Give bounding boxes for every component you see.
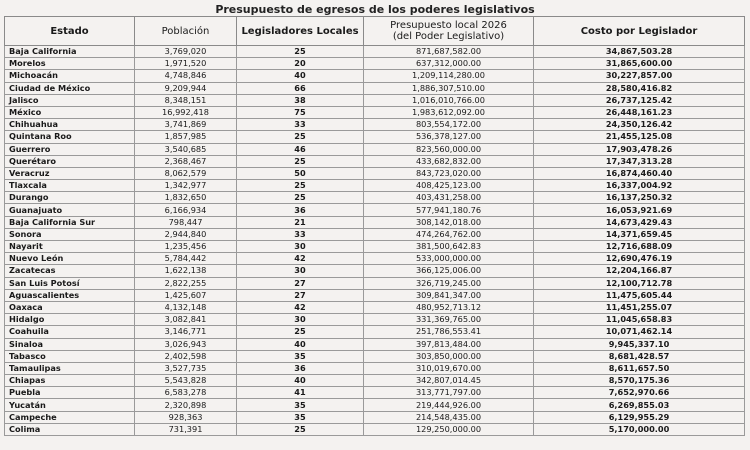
cell-presupuesto: 536,378,127.00 bbox=[364, 131, 534, 143]
cell-poblacion: 1,425,607 bbox=[135, 289, 237, 301]
cell-estado: Ciudad de México bbox=[5, 82, 135, 94]
table-row bbox=[5, 192, 745, 204]
cell-poblacion: 4,132,148 bbox=[135, 301, 237, 313]
cell-poblacion: 3,769,020 bbox=[135, 46, 237, 58]
table-row bbox=[5, 350, 745, 362]
cell-costo: 17,903,478.26 bbox=[534, 143, 745, 155]
table-row bbox=[5, 338, 745, 350]
table-row bbox=[5, 411, 745, 423]
cell-legisladores: 42 bbox=[237, 253, 364, 265]
cell-poblacion: 1,342,977 bbox=[135, 180, 237, 192]
table-row bbox=[5, 277, 745, 289]
cell-costo: 11,451,255.07 bbox=[534, 301, 745, 313]
cell-costo: 12,100,712.78 bbox=[534, 277, 745, 289]
cell-legisladores: 66 bbox=[237, 82, 364, 94]
cell-estado: Baja California Sur bbox=[5, 216, 135, 228]
cell-estado: Nuevo León bbox=[5, 253, 135, 265]
cell-costo: 16,874,460.40 bbox=[534, 167, 745, 179]
cell-legisladores: 35 bbox=[237, 411, 364, 423]
table-row bbox=[5, 399, 745, 411]
table-row bbox=[5, 314, 745, 326]
cell-poblacion: 2,944,840 bbox=[135, 228, 237, 240]
cell-costo: 24,350,126.42 bbox=[534, 119, 745, 131]
cell-poblacion: 16,992,418 bbox=[135, 106, 237, 118]
cell-costo: 31,865,600.00 bbox=[534, 58, 745, 70]
cell-poblacion: 8,348,151 bbox=[135, 94, 237, 106]
cell-estado: Morelos bbox=[5, 58, 135, 70]
cell-presupuesto: 1,886,307,510.00 bbox=[364, 82, 534, 94]
cell-costo: 21,455,125.08 bbox=[534, 131, 745, 143]
cell-estado: Querétaro bbox=[5, 155, 135, 167]
cell-poblacion: 2,402,598 bbox=[135, 350, 237, 362]
cell-legisladores: 30 bbox=[237, 314, 364, 326]
cell-legisladores: 41 bbox=[237, 387, 364, 399]
cell-estado: Chihuahua bbox=[5, 119, 135, 131]
table-row bbox=[5, 375, 745, 387]
cell-costo: 26,737,125.42 bbox=[534, 94, 745, 106]
cell-estado: Tlaxcala bbox=[5, 180, 135, 192]
table-row bbox=[5, 131, 745, 143]
header-estado: Estado bbox=[5, 17, 135, 46]
cell-estado: Chiapas bbox=[5, 375, 135, 387]
cell-presupuesto: 1,016,010,766.00 bbox=[364, 94, 534, 106]
cell-poblacion: 1,235,456 bbox=[135, 241, 237, 253]
cell-poblacion: 2,368,467 bbox=[135, 155, 237, 167]
cell-costo: 12,716,688.09 bbox=[534, 241, 745, 253]
cell-estado: Coahuila bbox=[5, 326, 135, 338]
cell-estado: Oaxaca bbox=[5, 301, 135, 313]
cell-legisladores: 25 bbox=[237, 192, 364, 204]
table-title: Presupuesto de egresos de los poderes legislativos bbox=[215, 3, 535, 16]
cell-poblacion: 1,971,520 bbox=[135, 58, 237, 70]
budget-table bbox=[4, 16, 745, 436]
table-row bbox=[5, 265, 745, 277]
cell-costo: 26,448,161.23 bbox=[534, 106, 745, 118]
cell-legisladores: 33 bbox=[237, 228, 364, 240]
cell-poblacion: 3,741,869 bbox=[135, 119, 237, 131]
table-row bbox=[5, 58, 745, 70]
table-row bbox=[5, 204, 745, 216]
cell-legisladores: 25 bbox=[237, 423, 364, 435]
cell-poblacion: 3,082,841 bbox=[135, 314, 237, 326]
cell-poblacion: 1,832,650 bbox=[135, 192, 237, 204]
cell-estado: Durango bbox=[5, 192, 135, 204]
cell-presupuesto: 1,209,114,280.00 bbox=[364, 70, 534, 82]
cell-estado: Veracruz bbox=[5, 167, 135, 179]
cell-costo: 30,227,857.00 bbox=[534, 70, 745, 82]
cell-poblacion: 3,540,685 bbox=[135, 143, 237, 155]
cell-presupuesto: 533,000,000.00 bbox=[364, 253, 534, 265]
table-row bbox=[5, 46, 745, 58]
cell-legisladores: 35 bbox=[237, 399, 364, 411]
cell-legisladores: 75 bbox=[237, 106, 364, 118]
header-presupuesto-line2: (del Poder Legislativo) bbox=[392, 31, 505, 42]
cell-costo: 11,045,658.83 bbox=[534, 314, 745, 326]
cell-legisladores: 35 bbox=[237, 350, 364, 362]
cell-estado: Campeche bbox=[5, 411, 135, 423]
cell-estado: San Luis Potosí bbox=[5, 277, 135, 289]
cell-legisladores: 27 bbox=[237, 289, 364, 301]
cell-estado: Colima bbox=[5, 423, 135, 435]
cell-poblacion: 8,062,579 bbox=[135, 167, 237, 179]
cell-costo: 9,945,337.10 bbox=[534, 338, 745, 350]
cell-poblacion: 6,166,934 bbox=[135, 204, 237, 216]
table-row bbox=[5, 301, 745, 313]
cell-legisladores: 25 bbox=[237, 131, 364, 143]
cell-costo: 11,475,605.44 bbox=[534, 289, 745, 301]
cell-costo: 34,867,503.28 bbox=[534, 46, 745, 58]
cell-poblacion: 928,363 bbox=[135, 411, 237, 423]
cell-presupuesto: 331,369,765.00 bbox=[364, 314, 534, 326]
cell-poblacion: 3,026,943 bbox=[135, 338, 237, 350]
header-poblacion: Población bbox=[135, 17, 237, 46]
cell-poblacion: 798,447 bbox=[135, 216, 237, 228]
cell-presupuesto: 214,548,435.00 bbox=[364, 411, 534, 423]
cell-poblacion: 5,784,442 bbox=[135, 253, 237, 265]
cell-legisladores: 33 bbox=[237, 119, 364, 131]
header-legisladores: Legisladores Locales bbox=[237, 17, 364, 46]
cell-legisladores: 38 bbox=[237, 94, 364, 106]
cell-costo: 14,371,659.45 bbox=[534, 228, 745, 240]
cell-costo: 6,129,955.29 bbox=[534, 411, 745, 423]
cell-presupuesto: 251,786,553.41 bbox=[364, 326, 534, 338]
cell-presupuesto: 823,560,000.00 bbox=[364, 143, 534, 155]
cell-presupuesto: 871,687,582.00 bbox=[364, 46, 534, 58]
cell-poblacion: 1,622,138 bbox=[135, 265, 237, 277]
header-presupuesto-line1: Presupuesto local 2026 bbox=[390, 20, 507, 31]
cell-estado: Yucatán bbox=[5, 399, 135, 411]
cell-costo: 12,204,166.87 bbox=[534, 265, 745, 277]
cell-estado: Guanajuato bbox=[5, 204, 135, 216]
cell-legisladores: 46 bbox=[237, 143, 364, 155]
cell-presupuesto: 397,813,484.00 bbox=[364, 338, 534, 350]
cell-costo: 7,652,970.66 bbox=[534, 387, 745, 399]
cell-legisladores: 36 bbox=[237, 362, 364, 374]
cell-presupuesto: 342,807,014.45 bbox=[364, 375, 534, 387]
header-costo: Costo por Legislador bbox=[534, 17, 745, 46]
cell-estado: Hidalgo bbox=[5, 314, 135, 326]
table-row bbox=[5, 82, 745, 94]
cell-presupuesto: 843,723,020.00 bbox=[364, 167, 534, 179]
cell-costo: 12,690,476.19 bbox=[534, 253, 745, 265]
cell-poblacion: 9,209,944 bbox=[135, 82, 237, 94]
cell-estado: México bbox=[5, 106, 135, 118]
cell-legisladores: 50 bbox=[237, 167, 364, 179]
table-row bbox=[5, 143, 745, 155]
cell-presupuesto: 1,983,612,092.00 bbox=[364, 106, 534, 118]
cell-presupuesto: 129,250,000.00 bbox=[364, 423, 534, 435]
cell-presupuesto: 474,264,762.00 bbox=[364, 228, 534, 240]
table-row bbox=[5, 289, 745, 301]
cell-poblacion: 4,748,846 bbox=[135, 70, 237, 82]
table-row bbox=[5, 216, 745, 228]
cell-estado: Michoacán bbox=[5, 70, 135, 82]
header-presupuesto bbox=[364, 17, 534, 46]
cell-estado: Zacatecas bbox=[5, 265, 135, 277]
cell-legisladores: 42 bbox=[237, 301, 364, 313]
table-row bbox=[5, 119, 745, 131]
table-row bbox=[5, 362, 745, 374]
table-row bbox=[5, 155, 745, 167]
cell-legisladores: 25 bbox=[237, 46, 364, 58]
table-row bbox=[5, 326, 745, 338]
cell-legisladores: 21 bbox=[237, 216, 364, 228]
cell-presupuesto: 366,125,006.00 bbox=[364, 265, 534, 277]
cell-presupuesto: 219,444,926.00 bbox=[364, 399, 534, 411]
cell-legisladores: 30 bbox=[237, 265, 364, 277]
cell-costo: 8,570,175.36 bbox=[534, 375, 745, 387]
cell-legisladores: 20 bbox=[237, 58, 364, 70]
cell-presupuesto: 408,425,123.00 bbox=[364, 180, 534, 192]
cell-presupuesto: 433,682,832.00 bbox=[364, 155, 534, 167]
table-row bbox=[5, 228, 745, 240]
cell-costo: 16,337,004.92 bbox=[534, 180, 745, 192]
cell-poblacion: 3,146,771 bbox=[135, 326, 237, 338]
cell-estado: Sonora bbox=[5, 228, 135, 240]
cell-estado: Tabasco bbox=[5, 350, 135, 362]
cell-estado: Quintana Roo bbox=[5, 131, 135, 143]
cell-poblacion: 2,320,898 bbox=[135, 399, 237, 411]
cell-legisladores: 40 bbox=[237, 338, 364, 350]
table-row bbox=[5, 423, 745, 435]
table-row bbox=[5, 94, 745, 106]
cell-costo: 10,071,462.14 bbox=[534, 326, 745, 338]
cell-poblacion: 1,857,985 bbox=[135, 131, 237, 143]
cell-costo: 28,580,416.82 bbox=[534, 82, 745, 94]
cell-costo: 8,611,657.50 bbox=[534, 362, 745, 374]
cell-presupuesto: 308,142,018.00 bbox=[364, 216, 534, 228]
cell-costo: 14,673,429.43 bbox=[534, 216, 745, 228]
cell-costo: 16,053,921.69 bbox=[534, 204, 745, 216]
cell-legisladores: 30 bbox=[237, 241, 364, 253]
table-row bbox=[5, 387, 745, 399]
cell-presupuesto: 309,841,347.00 bbox=[364, 289, 534, 301]
cell-costo: 16,137,250.32 bbox=[534, 192, 745, 204]
table-row bbox=[5, 241, 745, 253]
cell-poblacion: 2,822,255 bbox=[135, 277, 237, 289]
cell-presupuesto: 381,500,642.83 bbox=[364, 241, 534, 253]
cell-legisladores: 40 bbox=[237, 375, 364, 387]
cell-costo: 5,170,000.00 bbox=[534, 423, 745, 435]
table-row bbox=[5, 167, 745, 179]
cell-costo: 6,269,855.03 bbox=[534, 399, 745, 411]
cell-poblacion: 5,543,828 bbox=[135, 375, 237, 387]
cell-estado: Puebla bbox=[5, 387, 135, 399]
cell-poblacion: 6,583,278 bbox=[135, 387, 237, 399]
cell-legisladores: 36 bbox=[237, 204, 364, 216]
cell-estado: Sinaloa bbox=[5, 338, 135, 350]
cell-estado: Aguascalientes bbox=[5, 289, 135, 301]
cell-estado: Baja California bbox=[5, 46, 135, 58]
cell-presupuesto: 803,554,172.00 bbox=[364, 119, 534, 131]
cell-estado: Nayarit bbox=[5, 241, 135, 253]
cell-legisladores: 40 bbox=[237, 70, 364, 82]
header-row bbox=[5, 17, 745, 46]
cell-costo: 8,681,428.57 bbox=[534, 350, 745, 362]
cell-presupuesto: 480,952,713.12 bbox=[364, 301, 534, 313]
cell-presupuesto: 310,019,670.00 bbox=[364, 362, 534, 374]
cell-presupuesto: 577,941,180.76 bbox=[364, 204, 534, 216]
cell-presupuesto: 313,771,797.00 bbox=[364, 387, 534, 399]
cell-presupuesto: 326,719,245.00 bbox=[364, 277, 534, 289]
cell-legisladores: 27 bbox=[237, 277, 364, 289]
cell-legisladores: 25 bbox=[237, 180, 364, 192]
cell-poblacion: 731,391 bbox=[135, 423, 237, 435]
cell-presupuesto: 303,850,000.00 bbox=[364, 350, 534, 362]
cell-costo: 17,347,313.28 bbox=[534, 155, 745, 167]
cell-legisladores: 25 bbox=[237, 155, 364, 167]
table-body bbox=[5, 46, 745, 436]
table-row bbox=[5, 253, 745, 265]
table-row bbox=[5, 106, 745, 118]
cell-presupuesto: 403,431,258.00 bbox=[364, 192, 534, 204]
cell-estado: Jalisco bbox=[5, 94, 135, 106]
cell-poblacion: 3,527,735 bbox=[135, 362, 237, 374]
table-row bbox=[5, 180, 745, 192]
cell-legisladores: 25 bbox=[237, 326, 364, 338]
cell-presupuesto: 637,312,000.00 bbox=[364, 58, 534, 70]
cell-estado: Tamaulipas bbox=[5, 362, 135, 374]
table-row bbox=[5, 70, 745, 82]
cell-estado: Guerrero bbox=[5, 143, 135, 155]
